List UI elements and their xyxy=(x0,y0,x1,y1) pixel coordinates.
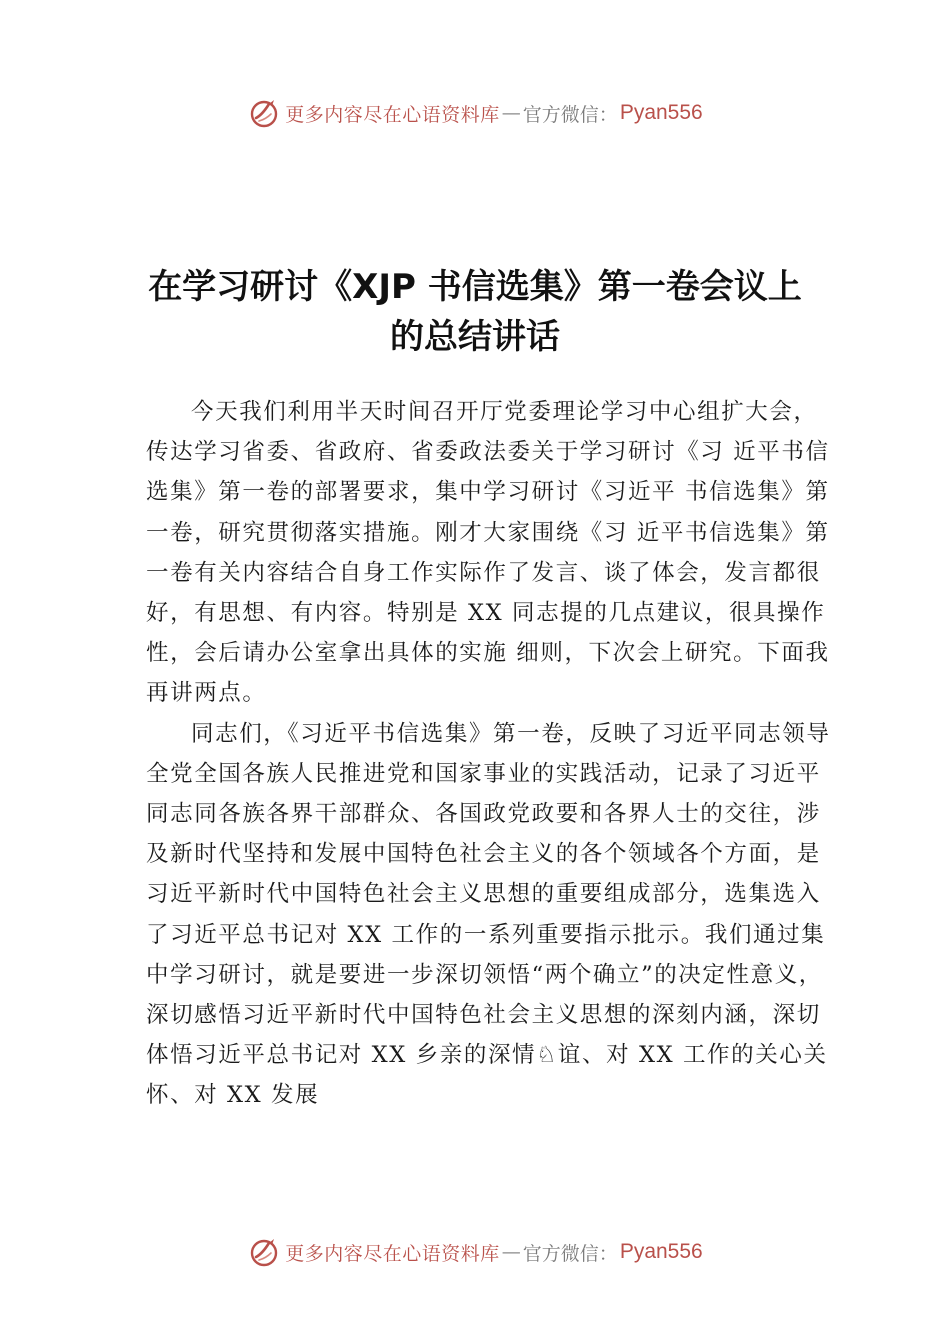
watermark-id: Pyan556 xyxy=(619,1240,703,1263)
document-body xyxy=(146,392,832,1116)
header-watermark xyxy=(0,93,950,133)
watermark-id: Pyan556 xyxy=(619,101,703,124)
watermark-separator: — xyxy=(501,1241,521,1263)
paragraph-2: 同志们，《习近平书信选集》第一卷，反映了习近平同志领导全党全国各族人民推进党和国家事业的实践活动，记录了习近平同志同各族各界干部群众、各国政党政要和各界人士的交往，涉及新时代坚持和发展中国特色社会主义的各个领域各个方面，是习近平新时代中国特色社会主义思想的重要组成部分，选集选入了习近平总书记对 XX 工作的一系列重要指示批示。我们通过集中学习研讨，就是要进一步深切领悟“两个确立”的决定性意义，深切感悟习近平新时代中国特色社会主义思想的深刻内涵，深切体悟习近平总书记对 XX 乡亲的深情♘谊、对 XX 工作的关心关怀、对 XX 发展 xyxy=(146,720,831,1109)
watermark-text: 更多内容尽在心语资料库 xyxy=(285,1242,500,1265)
page-title xyxy=(95,262,855,362)
watermark-separator: — xyxy=(501,102,521,124)
pen-logo-icon xyxy=(247,96,281,130)
watermark-label: 官方微信： xyxy=(522,103,618,126)
watermark-text: 更多内容尽在心语资料库 xyxy=(285,103,500,126)
pen-logo-icon xyxy=(247,1235,281,1269)
title-line-1: 在学习研讨《XJP 书信选集》第一卷会议上 xyxy=(148,267,802,307)
footer-watermark xyxy=(0,1232,950,1272)
title-line-2: 的总结讲话 xyxy=(390,317,560,357)
paragraph-1: 今天我们利用半天时间召开厅党委理论学习中心组扩大会，传达学习省委、省政府、省委政法委关于学习研讨《习 近平书信选集》第一卷的部署要求，集中学习研讨《习近平 书信选集》第一卷，研究贯彻落实措施。刚才大家围绕《习 近平书信选集》第一卷有关内容结合自身工作实际作了发言、谈了体会，发言都很好，有思想、有内容。特别是 XX 同志提的几点建议，很具操作性，会后请办公室拿出具体的实施 细则，下次会上研究。下面我再讲两点。 xyxy=(146,399,830,707)
watermark-label: 官方微信： xyxy=(522,1242,618,1265)
